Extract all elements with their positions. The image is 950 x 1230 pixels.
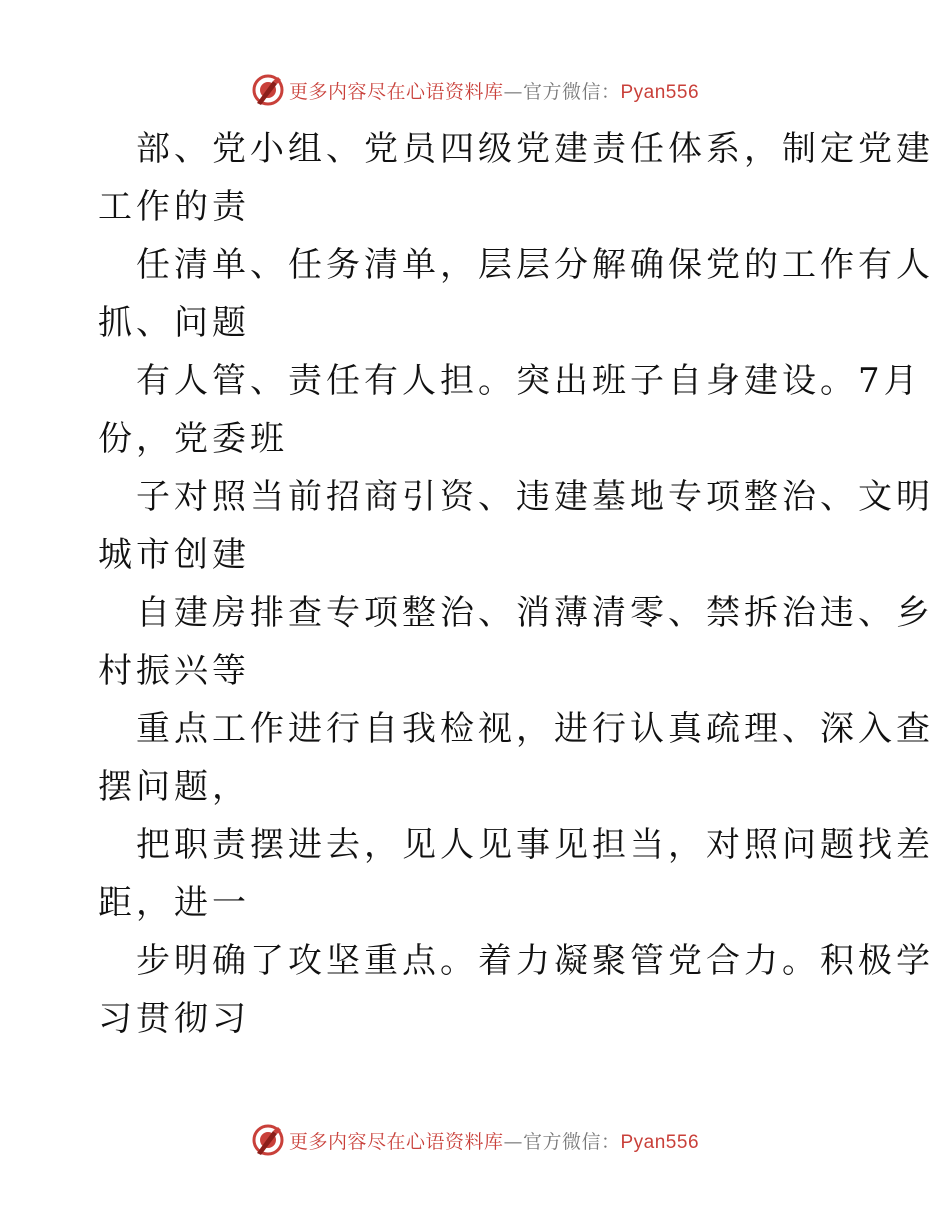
paragraph-continuation: 距，进一 [98, 883, 250, 923]
header-wechat-label: 官方微信： [522, 80, 621, 103]
paragraph [98, 120, 934, 236]
footer-wechat-label: 官方微信： [522, 1130, 621, 1153]
pen-logo-icon [251, 73, 285, 107]
paragraph-first-line: 任清单、任务清单，层层分解确保党的工作有人 [136, 245, 934, 285]
paragraph [98, 352, 922, 468]
paragraph-first-line: 子对照当前招商引资、违建墓地专项整治、文明 [136, 477, 934, 517]
footer-account: Pyan556 [620, 1131, 700, 1153]
paragraph-first-line: 有人管、责任有人担。突出班子自身建设。7月 [136, 361, 922, 401]
footer-separator: — [503, 1130, 523, 1153]
footer-site-text: 更多内容尽在心语资料库 [288, 1130, 504, 1153]
paragraph-first-line: 步明确了攻坚重点。着力凝聚管党合力。积极学 [136, 941, 934, 981]
paragraph-continuation: 城市创建 [98, 535, 250, 575]
pen-logo-icon [251, 1123, 285, 1157]
header-separator: — [503, 80, 523, 103]
paragraph [98, 816, 934, 932]
paragraph-continuation: 村振兴等 [98, 651, 250, 691]
paragraph [98, 236, 934, 352]
paragraph-first-line: 部、党小组、党员四级党建责任体系，制定党建 [136, 129, 934, 169]
header-site-text: 更多内容尽在心语资料库 [288, 80, 504, 103]
paragraph-continuation: 摆问题， [98, 767, 250, 807]
paragraph-first-line: 重点工作进行自我检视，进行认真疏理、深入查 [136, 709, 934, 749]
paragraph-first-line: 自建房排查专项整治、消薄清零、禁拆治违、乡 [136, 593, 934, 633]
footer-banner-text [289, 1127, 699, 1154]
paragraph-continuation: 抓、问题 [98, 303, 250, 343]
document-body [98, 120, 934, 1048]
footer-banner [0, 1120, 950, 1160]
paragraph-continuation: 习贯彻习 [98, 999, 250, 1039]
header-banner [0, 70, 950, 110]
header-account: Pyan556 [620, 81, 700, 103]
header-banner-text [289, 77, 699, 104]
paragraph [98, 468, 934, 584]
paragraph-continuation: 份，党委班 [98, 419, 288, 459]
paragraph [98, 932, 934, 1048]
paragraph [98, 700, 934, 816]
paragraph-first-line: 把职责摆进去，见人见事见担当，对照问题找差 [136, 825, 934, 865]
paragraph [98, 584, 934, 700]
paragraph-continuation: 工作的责 [98, 187, 250, 227]
